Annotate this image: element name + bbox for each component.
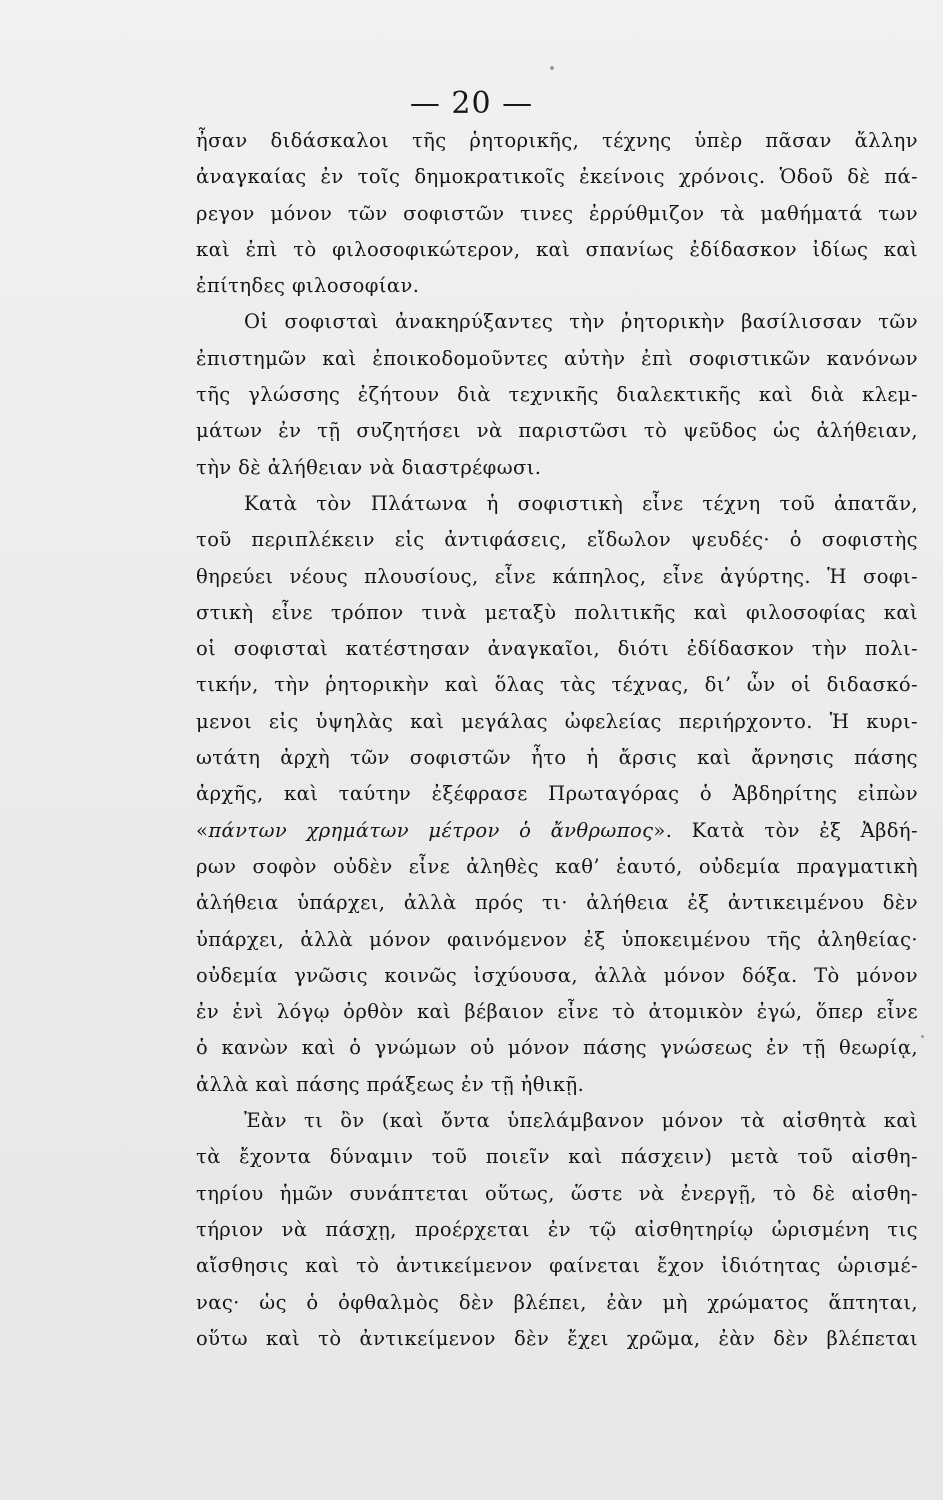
text-line: τὰ ἔχοντα δύναμιν τοῦ ποιεῖν καὶ πάσχειν) μετὰ τοῦ αἰσθη- — [196, 1145, 918, 1169]
text-line: ἀλλὰ καὶ πάσης πράξεως ἐν τῇ ἠθικῇ. — [196, 1072, 585, 1096]
ink-speck — [921, 1035, 924, 1038]
text-line: καὶ ἐπὶ τὸ φιλοσοφικώτερον, καὶ σπανίως ἐδίδασκον ἰδίως καὶ — [196, 237, 918, 261]
text-line: ὁ κανὼν καὶ ὁ γνώμων οὐ μόνον πάσης γνώσεως ἐν τῇ θεωρίᾳ, — [196, 1036, 918, 1060]
text-line: ἀλήθεια ὑπάρχει, ἀλλὰ πρός τι· ἀλήθεια ἐξ ἀντικειμένου δὲν — [196, 891, 918, 915]
text-line: ὑπάρχει, ἀλλὰ μόνον φαινόμενον ἐξ ὑποκειμένου τῆς ἀληθείας· — [196, 927, 918, 951]
text-line: τήριον νὰ πάσχῃ, προέρχεται ἐν τῷ αἰσθητηρίῳ ὡρισμένη τις — [196, 1217, 918, 1241]
text-line: ἦσαν διδάσκαλοι τῆς ῥητορικῆς, τέχνης ὑπὲρ πᾶσαν ἄλλην — [196, 129, 918, 152]
text-line: οὐδεμία γνῶσις κοινῶς ἰσχύουσα, ἀλλὰ μόνον δόξα. Τὸ μόνον — [196, 963, 918, 987]
text-line: τικήν, τὴν ῥητορικὴν καὶ ὅλας τὰς τέχνας, δι’ ὧν οἱ διδασκό- — [196, 673, 918, 697]
text-line: ρεγον μόνον τῶν σοφιστῶν τινες ἐρρύθμιζον τὰ μαθήματά των — [196, 201, 918, 225]
text-line: μάτων ἐν τῇ συζητήσει νὰ παριστῶσι τὸ ψεῦδος ὡς ἀλήθειαν, — [196, 419, 918, 443]
text-line: θηρεύει νέους πλουσίους, εἶνε κάπηλος, εἶνε ἀγύρτης. Ἡ σοφι- — [196, 564, 918, 588]
text-line: τὴν δὲ ἀλήθειαν νὰ διαστρέφωσι. — [196, 455, 542, 479]
protagoras-quote: πάντων χρημάτων μέτρον ὁ ἄνθρωπος — [208, 818, 654, 842]
text-line: Οἱ σοφισταὶ ἀνακηρύξαντες τὴν ῥητορικὴν βασίλισσαν τῶν — [244, 310, 918, 334]
text-line: οὕτω καὶ τὸ ἀντικείμενον δὲν ἔχει χρῶμα, ἐὰν δὲν βλέπεται — [196, 1326, 918, 1350]
ink-speck — [550, 66, 554, 70]
text-line: μενοι εἰς ὑψηλὰς καὶ μεγάλας ὠφελείας περιήρχοντο. Ἡ κυρι- — [196, 709, 918, 733]
text-line: τοῦ περιπλέκειν εἰς ἀντιφάσεις, εἴδωλον ψευδές· ὁ σοφιστὴς — [196, 528, 918, 552]
text-line: οἱ σοφισταὶ κατέστησαν ἀναγκαῖοι, διότι ἐδίδασκον τὴν πολι- — [196, 637, 918, 661]
page-number: — 20 — — [409, 86, 534, 121]
text-line: αἴσθησις καὶ τὸ ἀντικείμενον φαίνεται ἔχον ἰδιότητας ὡρισμέ- — [196, 1254, 918, 1278]
text-line-quotation — [196, 813, 918, 849]
text-line: τηρίου ἡμῶν συνάπτεται οὕτως, ὥστε νὰ ἐνεργῇ, τὸ δὲ αἰσθη- — [196, 1181, 918, 1205]
text-line: ἐν ἑνὶ λόγῳ ὀρθὸν καὶ βέβαιον εἶνε τὸ ἀτομικὸν ἐγώ, ὅπερ εἶνε — [196, 1000, 918, 1024]
quote-open: « — [196, 818, 209, 842]
text-line: ἐπίτηδες φιλοσοφίαν. — [196, 274, 420, 298]
text-line: ἀναγκαίας ἐν τοῖς δημοκρατικοῖς ἐκείνοις χρόνοις. Ὁδοῦ δὲ πά- — [196, 165, 918, 189]
text-line: ἀρχῆς, καὶ ταύτην ἐξέφρασε Πρωταγόρας ὁ Ἀβδηρίτης εἰπὼν — [196, 782, 918, 806]
text-line: Ἐὰν τι ὂν (καὶ ὄντα ὑπελάμβανον μόνον τὰ αἰσθητὰ καὶ — [244, 1109, 918, 1133]
text-line: τῆς γλώσσης ἐζήτουν διὰ τεχνικῆς διαλεκτικῆς καὶ διὰ κλεμ- — [196, 383, 918, 407]
text-line: ωτάτη ἀρχὴ τῶν σοφιστῶν ἦτο ἡ ἄρσις καὶ ἄρνησις πάσης — [196, 746, 918, 770]
text-line: Κατὰ τὸν Πλάτωνα ἡ σοφιστικὴ εἶνε τέχνη τοῦ ἀπατᾶν, — [244, 491, 918, 515]
text-line: ρων σοφὸν οὐδὲν εἶνε ἀληθὲς καθ’ ἑαυτό, οὐδεμία πραγματικὴ — [196, 854, 918, 878]
body-text — [196, 123, 918, 1357]
text-line: νας· ὡς ὁ ὀφθαλμὸς δὲν βλέπει, ἐὰν μὴ χρώματος ἅπτηται, — [196, 1290, 918, 1314]
text-line: στικὴ εἶνε τρόπον τινὰ μεταξὺ πολιτικῆς καὶ φιλοσοφίας καὶ — [196, 600, 918, 624]
quote-close-text: ». Κατὰ τὸν ἐξ Ἀβδή- — [653, 818, 918, 842]
text-line: ἐπιστημῶν καὶ ἐποικοδομοῦντες αὐτὴν ἐπὶ σοφιστικῶν κανόνων — [196, 346, 918, 370]
